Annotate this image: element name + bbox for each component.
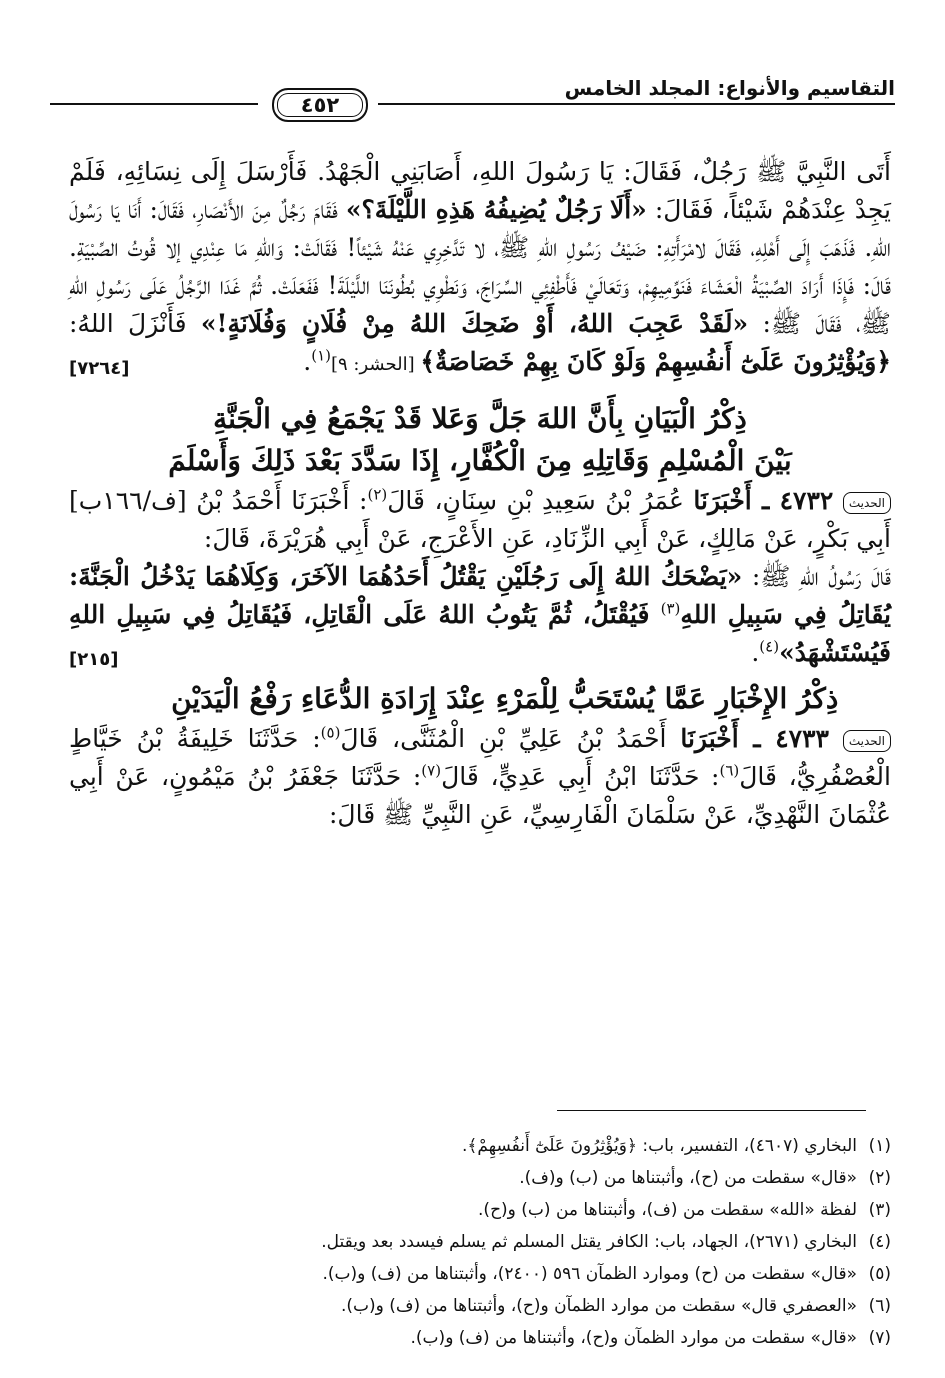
paragraph-text-2: فَقَامَ رَجُلٌ مِنَ الأَنْصَارِ، فَقَالَ: أَنَا يَا رَسُولَ اللهِ. فَذَهَبَ إِلَى أَهْلِهِ، فَقَالَ لامْرَأَتِهِ: ضَيْفُ رَسُولِ اللهِ ﷺ، لا تَدَّخِرِي عَنْهُ شَيْئاً! فَقَالَتْ: وَاللهِ مَا عِنْدِي إلا قُوتُ الصِّبْيَةِ. قَالَ: فَإِذَا أَرَادَ الصِّبْيَةُ الْعَشَاءَ فَنَوِّمِيهِمْ، وَتَعَالَيْ فَأَطْفِئِي السِّرَاجَ، وَنَطْوِي بُطُونَنَا اللَّيْلَةَ! فَفَعَلَتْ. ثُمَّ غَدَا الرَّجُلُ عَلَى رَسُولِ اللهِ ﷺ، فَقَالَ ﷺ: — [69, 195, 892, 338]
isnad: أَحْمَدُ بْنُ عَلِيِّ بْنِ الْمُثَنَّى، قَالَ — [340, 724, 681, 753]
paragraph-text-3: فَأَنْزَلَ اللهُ: — [69, 309, 201, 338]
isnad-2: : أَخْبَرَنَا أَحْمَدُ بْنُ [ف/١٦٦ب] أَبِي بَكْرٍ، عَنْ مَالِكٍ، عَنْ أَبِي الزِّنَادِ، عَنِ الأَعْرَجِ، عَنْ أَبِي هُرَيْرَةَ، قَالَ: — [69, 486, 891, 553]
isnad: عُمَرُ بْنُ سَعِيدِ بْنِ سِنَانٍ، قَالَ — [387, 486, 694, 515]
footnote-marker[interactable]: (١) — [311, 346, 331, 365]
footnote-marker[interactable]: (٧) — [421, 761, 442, 780]
isnad-2: : حَدَّثَنَا خَلِيفَةُ بْنُ خَيَّاطٍ الْعُصْفُرِيُّ، قَالَ — [69, 724, 891, 791]
footnote-marker[interactable]: (٢) — [367, 485, 388, 504]
page-number: ٤٥٢ — [272, 88, 368, 122]
paragraph-hadith-continuation — [69, 153, 891, 384]
prophet-quote-2: «لَقَدْ عَجِبَ اللهُ، أَوْ ضَحِكَ اللهُ مِنْ فُلَانٍ وَفُلَانَةٍ!» — [200, 309, 749, 338]
main-text — [69, 153, 891, 834]
hadith-4733 — [69, 720, 891, 834]
hadith-number: ٤٧٣٢ — [779, 486, 834, 515]
hadith-reference: [٢١٥] — [69, 649, 119, 670]
footnote-number: (٤) — [868, 1232, 891, 1252]
isnad-3: : حَدَّثَنَا ابْنُ أَبِي عَدِيٍّ، قَالَ — [441, 762, 720, 791]
footnote-text: «العصفري قال» سقطت من موارد الظمآن و(ح)، وأثبتناها من (ف) و(ب). — [340, 1296, 857, 1316]
running-title: التقاسيم والأنواع: المجلد الخامس — [564, 76, 895, 100]
footnote-marker[interactable]: (٦) — [719, 761, 740, 780]
hadith-marker-icon: الحديث — [843, 492, 891, 514]
paragraph-end: . — [303, 347, 312, 376]
matn-2: فَيُقْتَلُ، ثُمَّ يَتُوبُ اللهُ عَلَى الْقَاتِلِ، فَيُقَاتِلُ فِي سَبِيلِ اللهِ فَيُسْتَشْهَدُ» — [69, 600, 891, 667]
hadith-lead: ـ أَخْبَرَنَا — [680, 724, 776, 753]
footnote-marker[interactable]: (٣) — [660, 599, 681, 618]
header-rule-right — [378, 103, 895, 105]
footnote-text: البخاري (٤٦٠٧)، التفسير، باب: ﴿وَيُؤْثِرُونَ عَلَىٰٓ أَنفُسِهِمْ﴾. — [461, 1136, 857, 1156]
matn-end: . — [751, 638, 760, 667]
section-title-1: ذِكْرُ الْبَيَانِ بِأَنَّ اللهَ جَلَّ وَعَلا قَدْ يَجْمَعُ فِي الْجَنَّةِ — [213, 402, 747, 435]
matn: «يَضْحَكُ اللهُ إِلَى رَجُلَيْنِ يَقْتُلُ أَحَدُهُمَا الآخَرَ، وَكِلَاهُمَا يَدْخُلُ الْجَنَّةَ: يُقَاتِلُ فِي سَبِيلِ اللهِ — [69, 562, 891, 629]
footnote-number: (١) — [868, 1136, 891, 1156]
paragraph-text: أَتَى النَّبِيَّ ﷺ رَجُلٌ، فَقَالَ: يَا رَسُولَ اللهِ، أَصَابَنِي الْجَهْدُ. فَأَرْسَلَ إِلَى نِسَائِهِ، فَلَمْ يَجِدْ عِنْدَهُمْ شَيْئاً، فَقَالَ: — [69, 157, 891, 224]
footnote-separator — [557, 1110, 866, 1111]
footnote — [69, 1258, 891, 1290]
matn-intro: قَالَ رَسُولُ اللهِ ﷺ: — [742, 562, 891, 591]
footnote — [69, 1290, 891, 1322]
footnote-number: (٢) — [868, 1168, 891, 1188]
page-header — [50, 58, 895, 116]
footnote — [69, 1162, 891, 1194]
footnote-text: «قال» سقطت من (ح) وموارد الظمآن ٥٩٦ (٢٤٠٠)، وأثبتناها من (ف) و(ب). — [322, 1264, 857, 1284]
isnad-4: : حَدَّثَنَا جَعْفَرُ بْنُ مَيْمُونٍ، عَنْ أَبِي عُثْمَانَ النَّهْدِيِّ، عَنْ سَلْمَانَ الْفَارِسِيِّ، عَنِ النَّبِيِّ ﷺ قَالَ: — [69, 762, 891, 829]
verse-citation: [الحشر: ٩] — [330, 354, 421, 375]
hadith-marker-icon: الحديث — [843, 730, 891, 752]
footnote-number: (٥) — [868, 1264, 891, 1284]
hadith-number: ٤٧٣٣ — [775, 724, 829, 753]
footnote — [69, 1194, 891, 1226]
prophet-quote: «أَلَا رَجُلٌ يُضِيفُهُ هَذِهِ اللَّيْلَةَ؟» — [345, 195, 647, 224]
footnote-marker[interactable]: (٤) — [759, 637, 780, 656]
footnotes — [69, 1130, 891, 1354]
footnote-number: (٦) — [868, 1296, 891, 1316]
footnote-number: (٣) — [868, 1200, 891, 1220]
section-title-2: ذِكْرُ الإِخْبَارِ عَمَّا يُسْتَحَبُّ لِلْمَرْءِ عِنْدَ إِرَادَةِ الدُّعَاءِ رَفْعُ الْيَدَيْنِ — [171, 682, 839, 715]
hadith-reference: [٧٢٦٤] — [69, 358, 130, 379]
quran-verse: ﴿وَيُؤْثِرُونَ عَلَىٰٓ أَنفُسِهِمْ وَلَوْ كَانَ بِهِمْ خَصَاصَةٌ﴾ — [420, 347, 891, 376]
footnote-text: «قال» سقطت من (ح)، وأثبتناها من (ب) و(ف). — [519, 1168, 857, 1188]
footnote-marker[interactable]: (٥) — [320, 723, 341, 742]
footnote-text: «قال» سقطت من موارد الظمآن و(ح)، وأثبتناها من (ف) و(ب). — [410, 1328, 857, 1348]
footnote-text: البخاري (٢٦٧١)، الجهاد، باب: الكافر يقتل المسلم ثم يسلم فيسدد بعد ويقتل. — [321, 1232, 857, 1252]
hadith-lead: ـ أَخْبَرَنَا — [693, 486, 780, 515]
footnote-number: (٧) — [868, 1328, 891, 1348]
footnote — [69, 1322, 891, 1354]
footnote — [69, 1130, 891, 1162]
footnote-text: لفظة «الله» سقطت من (ف)، وأثبتناها من (ب) و(ح). — [478, 1200, 857, 1220]
header-rule-left — [50, 103, 258, 105]
hadith-4732 — [69, 482, 891, 558]
footnote — [69, 1226, 891, 1258]
section-title-1-line-2: بَيْنَ الْمُسْلِمِ وَقَاتِلِهِ مِنَ الْكُفَّارِ، إِذَا سَدَّدَ بَعْدَ ذَلِكَ وَأَسْلَمَ — [168, 444, 792, 477]
hadith-4732-matn — [69, 558, 891, 672]
